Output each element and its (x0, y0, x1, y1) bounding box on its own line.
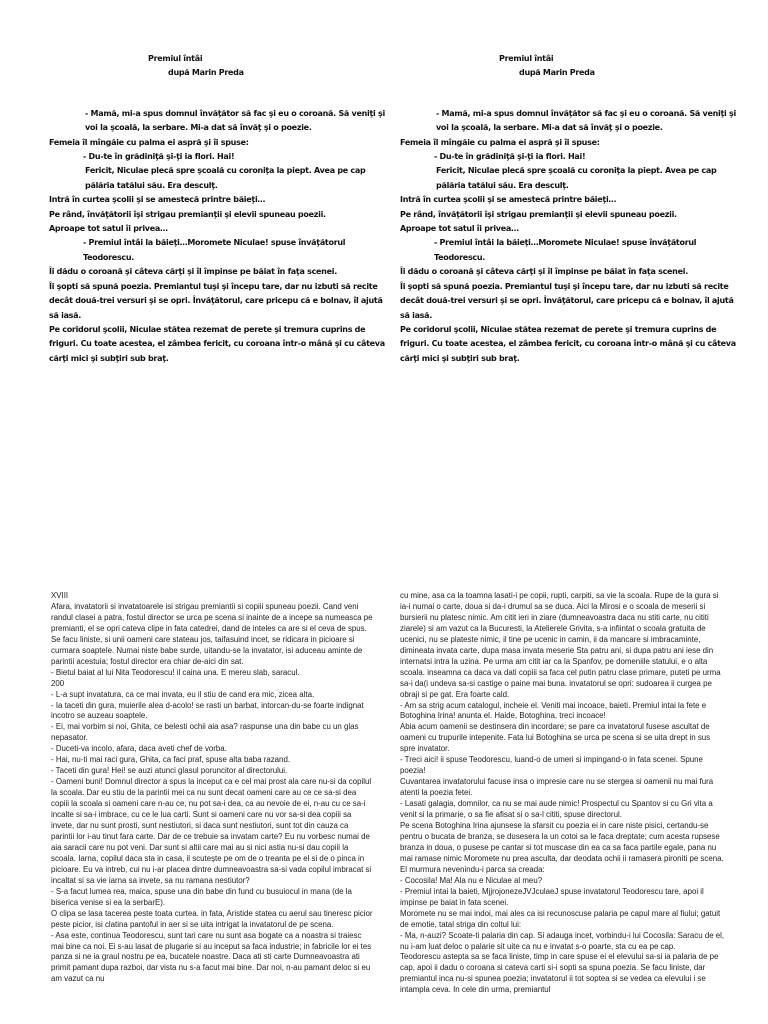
book-paragraph: - L-a supt invatatura, ca ce mai invata, eu il stiu de cand era mic, zicea alta. (51, 689, 315, 699)
handout-body (49, 107, 386, 366)
book-paragraph: - Oameni buni! Domnul director a spus la inceput ca e cel mai prost ala care nu-si da copilul la scoala. Dar eu stiu de la parintii mei ca nu sunt decat oameni care au ce ce sa-si dea copiii la scoala si oameni care n-au ce, nu pot sa-i dea, ca au nevoie de ei, n-au cu ce sa-i incalte si sa-i imbrace, cu ce le lua carti. Sunt si oameni care nu vor sa-si dea copiii sa invete, dar nu sunt prosti, sunt nestiutori, si daca sunt nestiutori, sunt tot din cauza ca parintii lor i-au tinut fara carte. Dar de ce trebuie sa invatam carte? Eu nu vorbesc numai de aia saracii care nu pot veni. Dar sunt si altii care mai au si nici astia nu-si dau copiii la scoala. Iarna, copilul daca sta in casa, il scutește pe om de o treanta pe el si de o pinca in picioare. Eu va intreb, cui nu i-ar placea dintre dumneavoastra sa-si vada copilul imbracat si incaltat si sa vie iarna sa invete, sa nu ramana nestiutor? (51, 777, 372, 885)
handout-paragraph: Îi dădu o coroană şi câteva cărţi şi îl împinse pe băiat în faţa scenei. (49, 267, 337, 277)
book-paragraph: - Ia taceti din gura, muierile alea d-acolo! se rasti un barbat, intorcan-du-se foarte indignat incotro se auzeau soaptele. (51, 700, 364, 721)
book-paragraph: - Am sa strig acum catalogul, incheie el. Veniti mai incoace, baieti. Premiul intai la fete e Botoghina Irina! anunta el. Haide, Botoghina, treci incoace! (400, 700, 707, 721)
handout-paragraph: Fericit, Niculae plecă spre şcoală cu coroniţa la piept. Avea pe cap pălăria tatălui său. Era desculţ. (436, 166, 717, 190)
handout-paragraph: Aproape tot satul îi privea… (49, 224, 168, 234)
handout-page-right (400, 52, 737, 366)
handout-paragraph: Femeia îl mîngăie cu palma ei aspră şi îi spuse: (49, 137, 249, 147)
handout-paragraph: Îi şopti să spună poezia. Premiantul tuşi şi începu tare, dar nu izbuti să recite decât două-trei versuri şi se opri. Învăţătorul, care pricepu că e bolnav, îl ajută să iasă. (49, 281, 383, 320)
book-paragraph: - Taceti din gura! Hei! se auzi atunci glasul poruncitor al directorului. (51, 766, 288, 776)
handout-paragraph: Îi dădu o coroană şi câteva cărţi şi îl împinse pe băiat în faţa scenei. (400, 267, 688, 277)
book-paragraph: Abia acum oamenii se destinsera din incordare; se pare ca invatatorul fusese ascultat de oameni cu trupurile intepenite. Fata lui Botoghina se urca pe scena si se uita drept in sus spre invatator. (400, 722, 711, 754)
handout-paragraph: - Du-te în grădiniţă şi-ţi ia flori. Hai! (83, 152, 235, 162)
handout-body (400, 107, 737, 366)
handout-subtitle: după Marin Preda (168, 68, 244, 78)
book-paragraph: - Cocosila! Ma! Ala nu e Niculae al meu? (400, 875, 543, 885)
book-page-left (51, 591, 373, 985)
book-paragraph: - Premiul intai la baieti, MjjrojonezeJVJculaeJ spuse invatatorul Teodorescu tare, apoi il impinse pe baiat in fata scenei. (400, 886, 704, 907)
book-paragraph: XVIII (51, 591, 69, 600)
handout-paragraph: Pe coridorul şcolii, Niculae stătea rezemat de perete şi tremura cuprins de friguri. Cu toate acestea, el zâmbea fericit, cu coroana într-o mână şi cu câteva cărţi mici şi subţiri sub braţ. (49, 324, 385, 363)
book-paragraph: - Bietul baiat al lui Nita Teodorescu! il caina una. E mereu slab, saracul. (51, 667, 300, 677)
book-paragraph: 200 (51, 678, 65, 688)
handout-title: Premiul întâi (148, 54, 203, 63)
book-paragraph: Cuvantarea invatatorului facuse insa o impresie care nu se stergea si oamenii nu mai fura atenti la poezia fetei. (400, 777, 714, 798)
book-paragraph: - Treci aici! ii spuse Teodorescu, luand-o de umeri si impingand-o in fata scenei. Spune poezia! (400, 755, 703, 776)
handout-paragraph: - Premiul întâi la băieţi…Moromete Niculae! spuse învăţătorul Teodorescu. (434, 238, 697, 262)
book-paragraph: Moromete nu se mai indoi, mai ales ca isi recunoscuse palaria pe capul mare al fiului; gatuit de emotie, tatal striga din coltul lui: (400, 908, 721, 929)
handout-page-left (49, 52, 386, 366)
book-paragraph: cu mine, asa ca la toamna lasati-i pe copii, rupti, carpiti, sa vie la scoala. Rupe de la gura si ia-i numai o carte, doua si da-i drumul sa se duca. Aici la Mirosi e o scoala de meserii si bursierii nu platesc nimic. Am citit ieri in ziare (dumneavoastra daca nu stiti carte, nu cititi ziarele) si am vazut ca la Bucuresti, la Atelierele Grivita, s-a infiintat o scoala gratuita de ucenici, nu se plateste nimic, il tine pe ucenic in camin, ii da mancare si imbracaminte, dimineata invata carte, dupa masa invata meserie Sta patru ani, si dupa patru ani iese din internatsi intra la uzina. Pe urma am citit iar ca la Spanfov, pe domeniile statului, e o alta scoala. inseamna ca daca va dati copiii sa faca cel putin patru clase primare, puteti pe urma sa-i da(i undeva sa-si castige o paine mai buna. invatatorul se opri: sudoarea ii curgea pe obraji si pe gat. Era foarte cald. (400, 591, 721, 699)
book-paragraph: - S-a facut lumea rea, maica, spuse una din babe din fund cu busuiocul in mana (de la biserica venise si ea la serbarE). (51, 886, 352, 907)
book-paragraph: O clipa se lasa tacerea peste toata curtea. in fata, Aristide statea cu aerul sau tineresc picior peste picior, isi clatina pantoful in aer si se uita intrigat la invatatorul de pe scena. (51, 908, 373, 929)
book-paragraph: - Hai, nu-ti mai raci gura, Ghita, ca faci praf, spuse alta baba razand. (51, 755, 291, 765)
book-paragraph: Pe scena Botoghina Irina ajunsese la sfarsit cu poezia ei in care niste pisici, certandu-se pentru o bucata de branza, se dusesera la un cotoi sa le faca dreptate; cum acesta rupsese branza in doua, o pusese pe cantar si tot muscase din ea ca sa faca partile egale, pana nu mai ramase nimic Moromete nu prea asculta, dar deodata ochii ii ramasera pironiti pe scena. El murmura nevenindu-i parca sa creada: (400, 821, 724, 874)
handout-paragraph: - Du-te în grădiniţă şi-ţi ia flori. Hai! (434, 152, 586, 162)
handout-title: Premiul întâi (499, 54, 554, 63)
handout-paragraph: Pe rând, învăţătorii îşi strigau premianţii şi elevii spuneau poezii. (400, 209, 677, 219)
handout-paragraph: Femeia îl mîngăie cu palma ei aspră şi îi spuse: (400, 137, 600, 147)
handout-paragraph: - Mamă, mi-a spus domnul învăţător să fac şi eu o coroană. Să veniţi şi voi la şcoală, la serbare. Mi-a dat să învăţ şi o poezie. (85, 108, 385, 133)
book-paragraph: - Lasati galagia, domnilor, ca nu se mai aude nimic! Prospectul cu Spantov si cu Gri vita a venit si la primarie, o sa fie afisat si o sa-l cititi, spuse directorul. (400, 799, 713, 820)
handout-paragraph: Pe coridorul şcolii, Niculae stătea rezemat de perete şi tremura cuprins de friguri. Cu toate acestea, el zâmbea fericit, cu coroana într-o mână şi cu câteva cărţi mici şi subţiri sub braţ. (400, 324, 736, 363)
book-paragraph: - Ma, n-auzi? Scoate-ti palaria din cap. Si adauga incet, vorbindu-i lui Cocosila: Saracu de el, nu i-am luat deloc o palarie sit uite ca nu e invatat s-o poarte, sta cu ea pe cap. (400, 930, 725, 951)
handout-paragraph: Fericit, Niculae plecă spre şcoală cu coroniţa la piept. Avea pe cap pălăria tatălui său. Era desculţ. (85, 166, 366, 190)
handout-paragraph: - Premiul întâi la băieţi…Moromete Niculae! spuse învăţătorul Teodorescu. (83, 238, 346, 262)
handout-paragraph: Intră în curtea şcolii şi se amestecă printre băieţi… (49, 195, 266, 205)
book-paragraph: Afara, invatatorii si invatatoarele isi strigau premiantii si copiii spuneau poezii. Cand veni randul clasei a patra, fostul director se urca pe scena si inainte de a incepe sa numeasca pe premianti, el se opri cateva clipe in fata catedrei, dand de inteles ca are si el ceva de spus. Se facu liniste, si unii oameni care stateau jos, taifasuind incet, se ridicara in picioare si curmara soaptele. Numai niste babe surde, uitandu-se la invatator, isi aduceau aminte de parintii acestuia; fostul director era chiar de-aici din sat. (51, 601, 373, 666)
book-paragraph: Teodorescu astepta sa se faca liniste, timp in care spuse ei el elevului sa-si ia palaria de pe cap, apoi ii dadu o coroana si cateva carti si-i sopti sa spuna poezia. Se facu liniste, dar premiantul inca nu-si spunea poezia; invatatorul ii tot soptea si se vedea ca elevului i se intampla ceva. In cele din urma, premiantul (400, 952, 719, 995)
book-paragraph: - Asa este, continua Teodorescu, sunt tari care nu sunt asa bogate ca a noastra si traiesc mai bine ca noi. Ei s-au lasat de plugarie si au inceput sa faca industrie; in fabricile lor ei tes panza si ne ia graul nostru pe ea, bucatele noastre. Daca ati sti carte Dumneavoastra ati primit pamant dupa razboi, dar vista nu s-a facut mai bine. Dar noi, n-au pamant deloc si eu am vazut ca nu (51, 930, 372, 984)
handout-paragraph: Pe rând, învăţătorii îşi strigau premianţii şi elevii spuneau poezii. (49, 209, 326, 219)
book-paragraph: - Duceti-va incolo, afara, daca aveti chef de vorba. (51, 744, 227, 754)
book-paragraph: - Ei, mai vorbim si noi, Ghita, ce belesti ochii aia asa? raspunse una din babe cu un glas nepasator. (51, 722, 359, 743)
handout-paragraph: Intră în curtea şcolii şi se amestecă printre băieţi… (400, 195, 617, 205)
handout-paragraph: - Mamă, mi-a spus domnul învăţător să fac şi eu o coroană. Să veniţi şi voi la şcoală, la serbare. Mi-a dat să învăţ şi o poezie. (436, 108, 736, 133)
handout-paragraph: Îi şopti să spună poezia. Premiantul tuşi şi începu tare, dar nu izbuti să recite decât două-trei versuri şi se opri. Învăţătorul, care pricepu că e bolnav, îl ajută să iasă. (400, 281, 734, 320)
handout-subtitle: după Marin Preda (519, 68, 595, 78)
book-page-right (400, 591, 725, 996)
handout-paragraph: Aproape tot satul îi privea… (400, 224, 519, 234)
